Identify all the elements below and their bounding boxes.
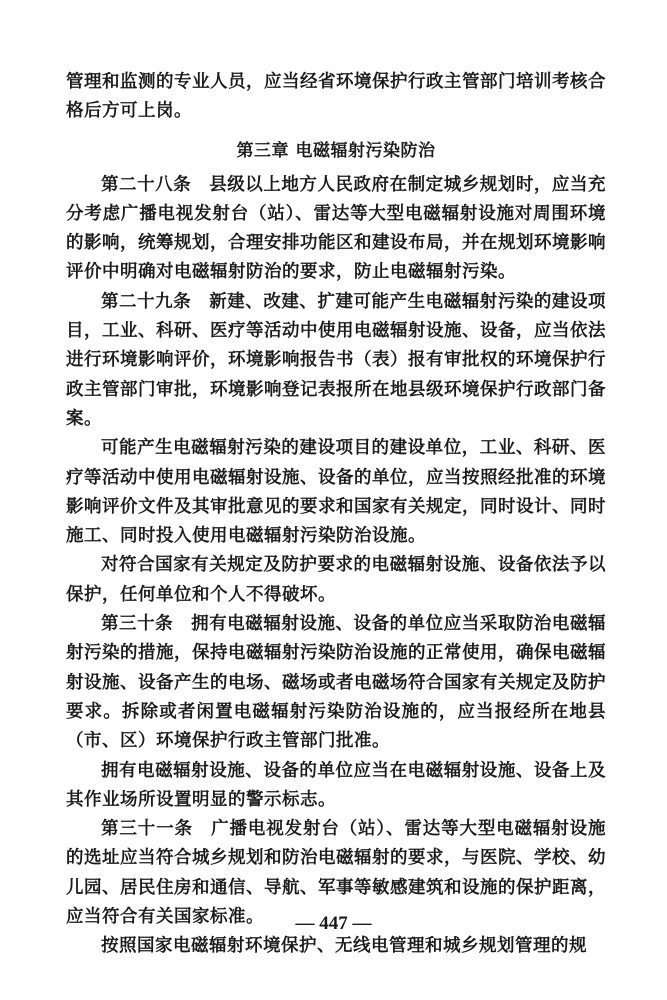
article-31-paragraph: 第三十一条 广播电视发射台（站）、雷达等大型电磁辐射设施的选址应当符合城乡规划和防治电磁辐射的要求，与医院、学校、幼儿园、居民住房和通信、导航、军事等敏感建筑和设施的保护距离，应当符合有关国家标准。 [66,819,606,928]
article-29-paragraph-2: 可能产生电磁辐射污染的建设项目的建设单位，工业、科研、医疗等活动中使用电磁辐射设施、设备的单位，应当按照经批准的环境影响评价文件及其审批意见的要求和国家有关规定，同时设计、同时施工、同时投入使用电磁辐射污染防治设施。 [66,438,606,547]
article-31-paragraph-2: 按照国家电磁辐射环境保护、无线电管理和城乡规划管理的规 [101,936,587,957]
article-30-paragraph-2: 拥有电磁辐射设施、设备的单位应当在电磁辐射设施、设备上及其作业场所设置明显的警示标志。 [66,760,606,810]
document-page [66,68,606,962]
article-30-paragraph: 第三十条 拥有电磁辐射设施、设备的单位应当采取防治电磁辐射污染的措施，保持电磁辐射污染防治设施的正常使用，确保电磁辐射设施、设备产生的电场、磁场或者电磁场符合国家有关规定及防护要求。拆除或者闲置电磁辐射污染防治设施的，应当报经所在地县（市、区）环境保护行政主管部门批准。 [66,614,606,752]
article-29-paragraph-3: 对符合国家有关规定及防护要求的电磁辐射设施、设备依法予以保护，任何单位和个人不得破坏。 [66,555,606,605]
chapter-heading: 第三章 电磁辐射污染防治 [236,140,436,161]
page-number: — 447 — [295,913,372,934]
article-29-paragraph: 第二十九条 新建、改建、扩建可能产生电磁辐射污染的建设项目，工业、科研、医疗等活动中使用电磁辐射设施、设备，应当依法进行环境影响评价，环境影响报告书（表）报有审批权的环境保护行政主管部门审批，环境影响登记表报所在地县级环境保护行政部门备案。 [66,291,606,429]
article-28-paragraph: 第二十八条 县级以上地方人民政府在制定城乡规划时，应当充分考虑广播电视发射台（站）、雷达等大型电磁辐射设施对周围环境的影响，统筹规划，合理安排功能区和建设布局，并在规划环境影响评价中明确对电磁辐射防治的要求，防止电磁辐射污染。 [66,174,606,283]
paragraph-continuation: 管理和监测的专业人员，应当经省环境保护行政主管部门培训考核合格后方可上岗。 [66,72,606,122]
